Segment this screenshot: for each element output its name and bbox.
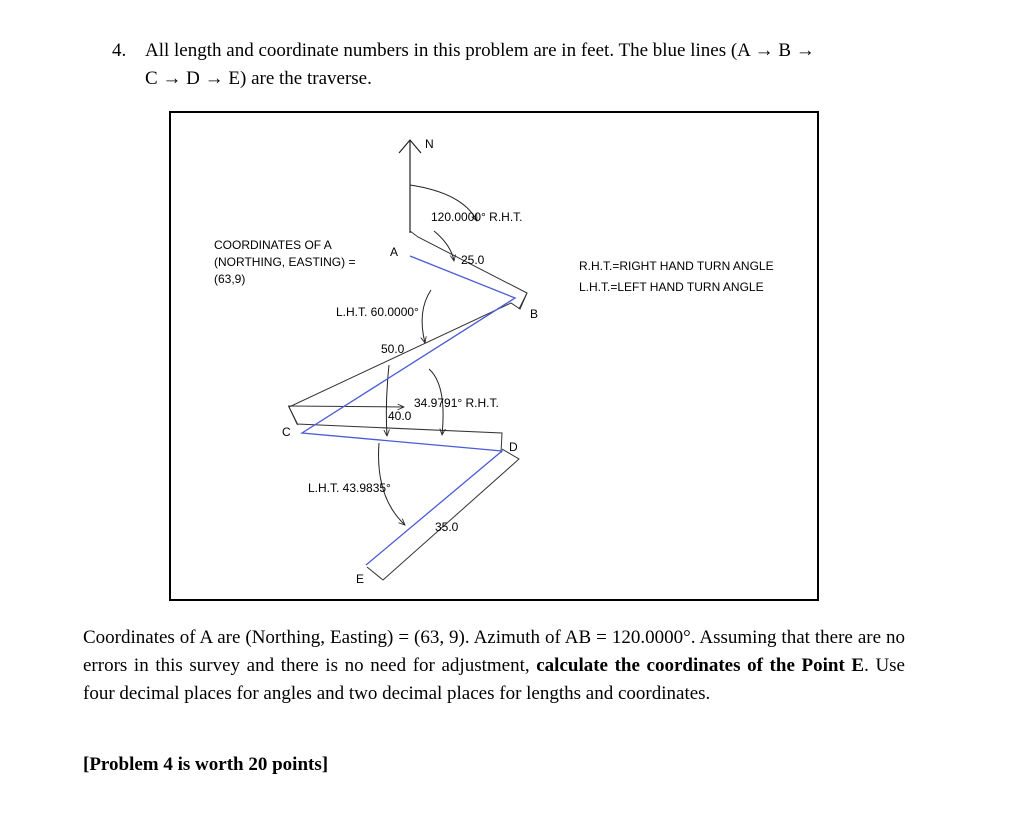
statement-text-2: . Use four decimal places for angles and two decimal places for lengths and coordinates. [83,655,905,704]
angle-at-d: L.H.T. 43.9835° [308,481,391,495]
statement-bold-task: calculate the coordinates of the Point E [536,655,865,676]
problem-intro [145,37,905,93]
traverse-figure [169,111,819,601]
point-label-a: A [390,245,399,259]
legend [579,259,774,294]
north-label: N [425,137,434,151]
problem-intro-line-2: C → D → E) are the traverse. [145,68,372,89]
dimension-line-de [367,449,519,580]
coordinates-note-line-3: (63,9) [214,272,246,286]
angle-north-a: 120.0000° R.H.T. [431,210,523,224]
arc-at-b-angle [422,290,431,343]
point-label-e: E [356,572,365,586]
legend-rht: R.H.T.=RIGHT HAND TURN ANGLE [579,259,774,273]
traverse-diagram [171,113,817,599]
coordinates-note [214,238,355,286]
north-arrow [399,137,434,233]
coordinates-note-line-2: (NORTHING, EASTING) = [214,255,356,269]
problem-statement [83,624,905,708]
legend-lht: L.H.T.=LEFT HAND TURN ANGLE [579,280,764,294]
statement-text-1: Coordinates of A are (Northing, Easting) = (63, 9). Azimuth of AB = 120.0000°. Assuming that there are no errors in this survey and there is no need for adjustment, [83,627,905,676]
points-note: [Problem 4 is worth 20 points] [83,754,329,775]
distance-bc: 50.0 [381,342,405,356]
arc-cd-dim [386,365,389,436]
dimension-line-ab [410,231,527,309]
arc-ab-dim [434,231,454,261]
distance-ab: 25.0 [461,253,485,267]
problem-number: 4. [112,40,127,61]
point-label-c: C [282,425,291,439]
coordinates-note-line-1: COORDINATES OF A [214,238,332,252]
point-label-d: D [509,440,518,454]
angle-at-c: 34.9791° R.H.T. [414,396,499,410]
point-label-b: B [530,307,539,321]
distance-de: 35.0 [435,520,459,534]
angle-at-b: L.H.T. 60.0000° [336,305,419,319]
distance-cd: 40.0 [388,409,412,423]
problem-intro-line-1: All length and coordinate numbers in this problem are in feet. The blue lines (A → B → [145,40,815,61]
